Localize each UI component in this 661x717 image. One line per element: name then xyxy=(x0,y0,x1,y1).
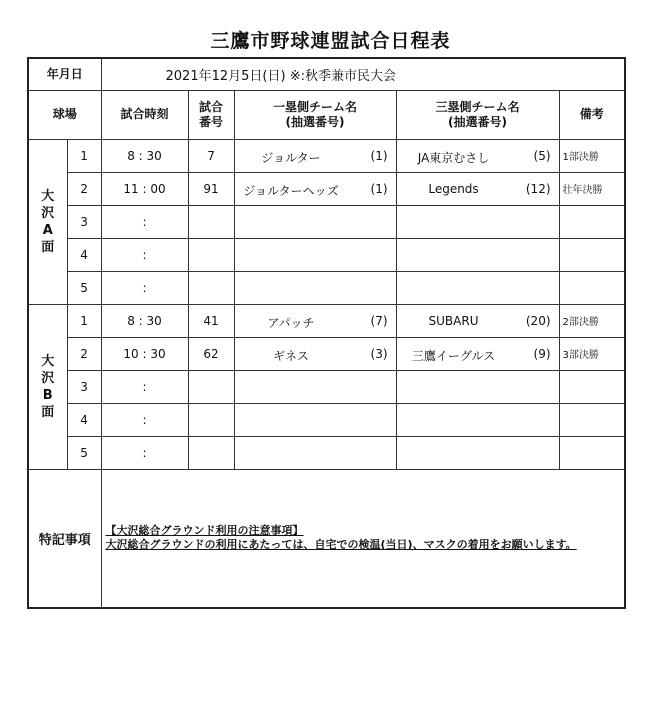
venue-name-char: 大 xyxy=(41,353,55,369)
first-base-team-cell xyxy=(234,370,396,403)
schedule-row xyxy=(28,436,625,469)
first-base-team-cell xyxy=(234,403,396,436)
game-time: 8 : 30 xyxy=(101,139,188,172)
venue-name-char: A xyxy=(42,222,53,238)
first-base-team-cell xyxy=(234,172,396,205)
notes-row xyxy=(28,469,625,608)
third-base-team-cell xyxy=(396,436,559,469)
first-base-team: アパッチ xyxy=(267,315,315,330)
schedule-row xyxy=(28,304,625,337)
header-first-base xyxy=(234,90,396,139)
first-base-team-cell xyxy=(234,238,396,271)
remark: 壮年決勝 xyxy=(559,172,625,205)
game-number: 91 xyxy=(188,172,234,205)
schedule-row xyxy=(28,172,625,205)
first-base-team-cell xyxy=(234,337,396,370)
schedule-row xyxy=(28,337,625,370)
header-first-base-line1: 一塁側チーム名 xyxy=(273,99,358,114)
remark: 3部決勝 xyxy=(559,337,625,370)
row-number: 3 xyxy=(67,205,101,238)
venue-name-char: B xyxy=(42,387,53,403)
first-base-team-cell xyxy=(234,205,396,238)
row-number: 2 xyxy=(67,172,101,205)
game-time: : xyxy=(101,370,188,403)
venue-name-char: 面 xyxy=(41,404,55,420)
remark xyxy=(559,403,625,436)
game-number xyxy=(188,370,234,403)
header-venue: 球場 xyxy=(28,90,101,139)
third-base-team-cell xyxy=(396,238,559,271)
first-base-lot: (1) xyxy=(370,181,388,196)
venue-name xyxy=(28,304,67,469)
venue-name-char: 沢 xyxy=(41,370,55,386)
venue-name-char: 面 xyxy=(41,239,55,255)
game-time: : xyxy=(101,403,188,436)
first-base-lot: (3) xyxy=(370,346,388,361)
first-base-team-cell xyxy=(234,304,396,337)
remark xyxy=(559,370,625,403)
notes-line-1: 【大沢総合グラウンド利用の注意事項】 xyxy=(105,524,304,538)
game-number xyxy=(188,238,234,271)
notes-line-2: 大沢総合グラウンドの利用にあたっては、自宅での検温(当日)、マスクの着用をお願いします。 xyxy=(105,538,577,552)
date-label: 年月日 xyxy=(28,58,101,90)
first-base-team-cell xyxy=(234,436,396,469)
remark: 2部決勝 xyxy=(559,304,625,337)
third-base-team-cell xyxy=(396,337,559,370)
remark xyxy=(559,436,625,469)
game-number: 41 xyxy=(188,304,234,337)
game-number: 62 xyxy=(188,337,234,370)
schedule-row xyxy=(28,238,625,271)
third-base-team-cell xyxy=(396,304,559,337)
notes-label: 特記事項 xyxy=(28,469,101,608)
first-base-team: ジョルター xyxy=(261,150,321,165)
third-base-lot: (20) xyxy=(525,313,551,328)
game-time: 11 : 00 xyxy=(101,172,188,205)
game-time: : xyxy=(101,238,188,271)
document-title: 三鷹市野球連盟試合日程表 xyxy=(210,30,451,52)
third-base-lot: (9) xyxy=(533,346,551,361)
third-base-team: 三鷹イーグルス xyxy=(411,348,496,363)
third-base-lot: (12) xyxy=(525,181,551,196)
schedule-table xyxy=(27,57,626,609)
game-number xyxy=(188,436,234,469)
schedule-row xyxy=(28,205,625,238)
third-base-team-cell xyxy=(396,370,559,403)
third-base-team: SUBARU xyxy=(428,313,479,328)
first-base-lot: (7) xyxy=(370,313,388,328)
game-number: 7 xyxy=(188,139,234,172)
header-remarks: 備考 xyxy=(559,90,625,139)
third-base-team-cell xyxy=(396,271,559,304)
header-row xyxy=(28,90,625,139)
game-time: : xyxy=(101,205,188,238)
game-time: 8 : 30 xyxy=(101,304,188,337)
header-game-no-line2: 番号 xyxy=(199,114,224,129)
notes-content xyxy=(101,469,625,608)
first-base-lot: (1) xyxy=(370,148,388,163)
first-base-team: ジョルターヘッズ xyxy=(243,183,339,198)
row-number: 4 xyxy=(67,238,101,271)
schedule-row xyxy=(28,271,625,304)
first-base-team-cell xyxy=(234,139,396,172)
header-third-base xyxy=(396,90,559,139)
third-base-lot: (5) xyxy=(533,148,551,163)
header-first-base-line2: (抽選番号) xyxy=(285,114,345,129)
row-number: 4 xyxy=(67,403,101,436)
row-number: 5 xyxy=(67,436,101,469)
date-row xyxy=(28,58,625,90)
schedule-row xyxy=(28,403,625,436)
row-number: 1 xyxy=(67,139,101,172)
game-number xyxy=(188,271,234,304)
third-base-team: Legends xyxy=(428,181,479,196)
third-base-team-cell xyxy=(396,139,559,172)
game-number xyxy=(188,403,234,436)
game-time: : xyxy=(101,271,188,304)
remark xyxy=(559,205,625,238)
schedule-row xyxy=(28,370,625,403)
game-time: 10 : 30 xyxy=(101,337,188,370)
schedule-row xyxy=(28,139,625,172)
row-number: 2 xyxy=(67,337,101,370)
row-number: 5 xyxy=(67,271,101,304)
venue-name-char: 大 xyxy=(41,188,55,204)
remark: 1部決勝 xyxy=(559,139,625,172)
first-base-team-cell xyxy=(234,271,396,304)
remark xyxy=(559,238,625,271)
header-third-base-line2: (抽選番号) xyxy=(448,114,507,129)
first-base-team: ギネス xyxy=(273,348,309,363)
venue-name-char: 沢 xyxy=(41,205,55,221)
row-number: 1 xyxy=(67,304,101,337)
header-game-no xyxy=(188,90,234,139)
third-base-team-cell xyxy=(396,403,559,436)
third-base-team-cell xyxy=(396,172,559,205)
game-number xyxy=(188,205,234,238)
header-game-no-line1: 試合 xyxy=(199,99,224,114)
date-value: 2021年12月5日(日) ※:秋季兼市民大会 xyxy=(101,58,625,90)
remark xyxy=(559,271,625,304)
header-third-base-line1: 三塁側チーム名 xyxy=(435,99,520,114)
game-time: : xyxy=(101,436,188,469)
third-base-team-cell xyxy=(396,205,559,238)
venue-name xyxy=(28,139,67,304)
row-number: 3 xyxy=(67,370,101,403)
header-time: 試合時刻 xyxy=(101,90,188,139)
third-base-team: JA東京むさし xyxy=(417,150,490,165)
